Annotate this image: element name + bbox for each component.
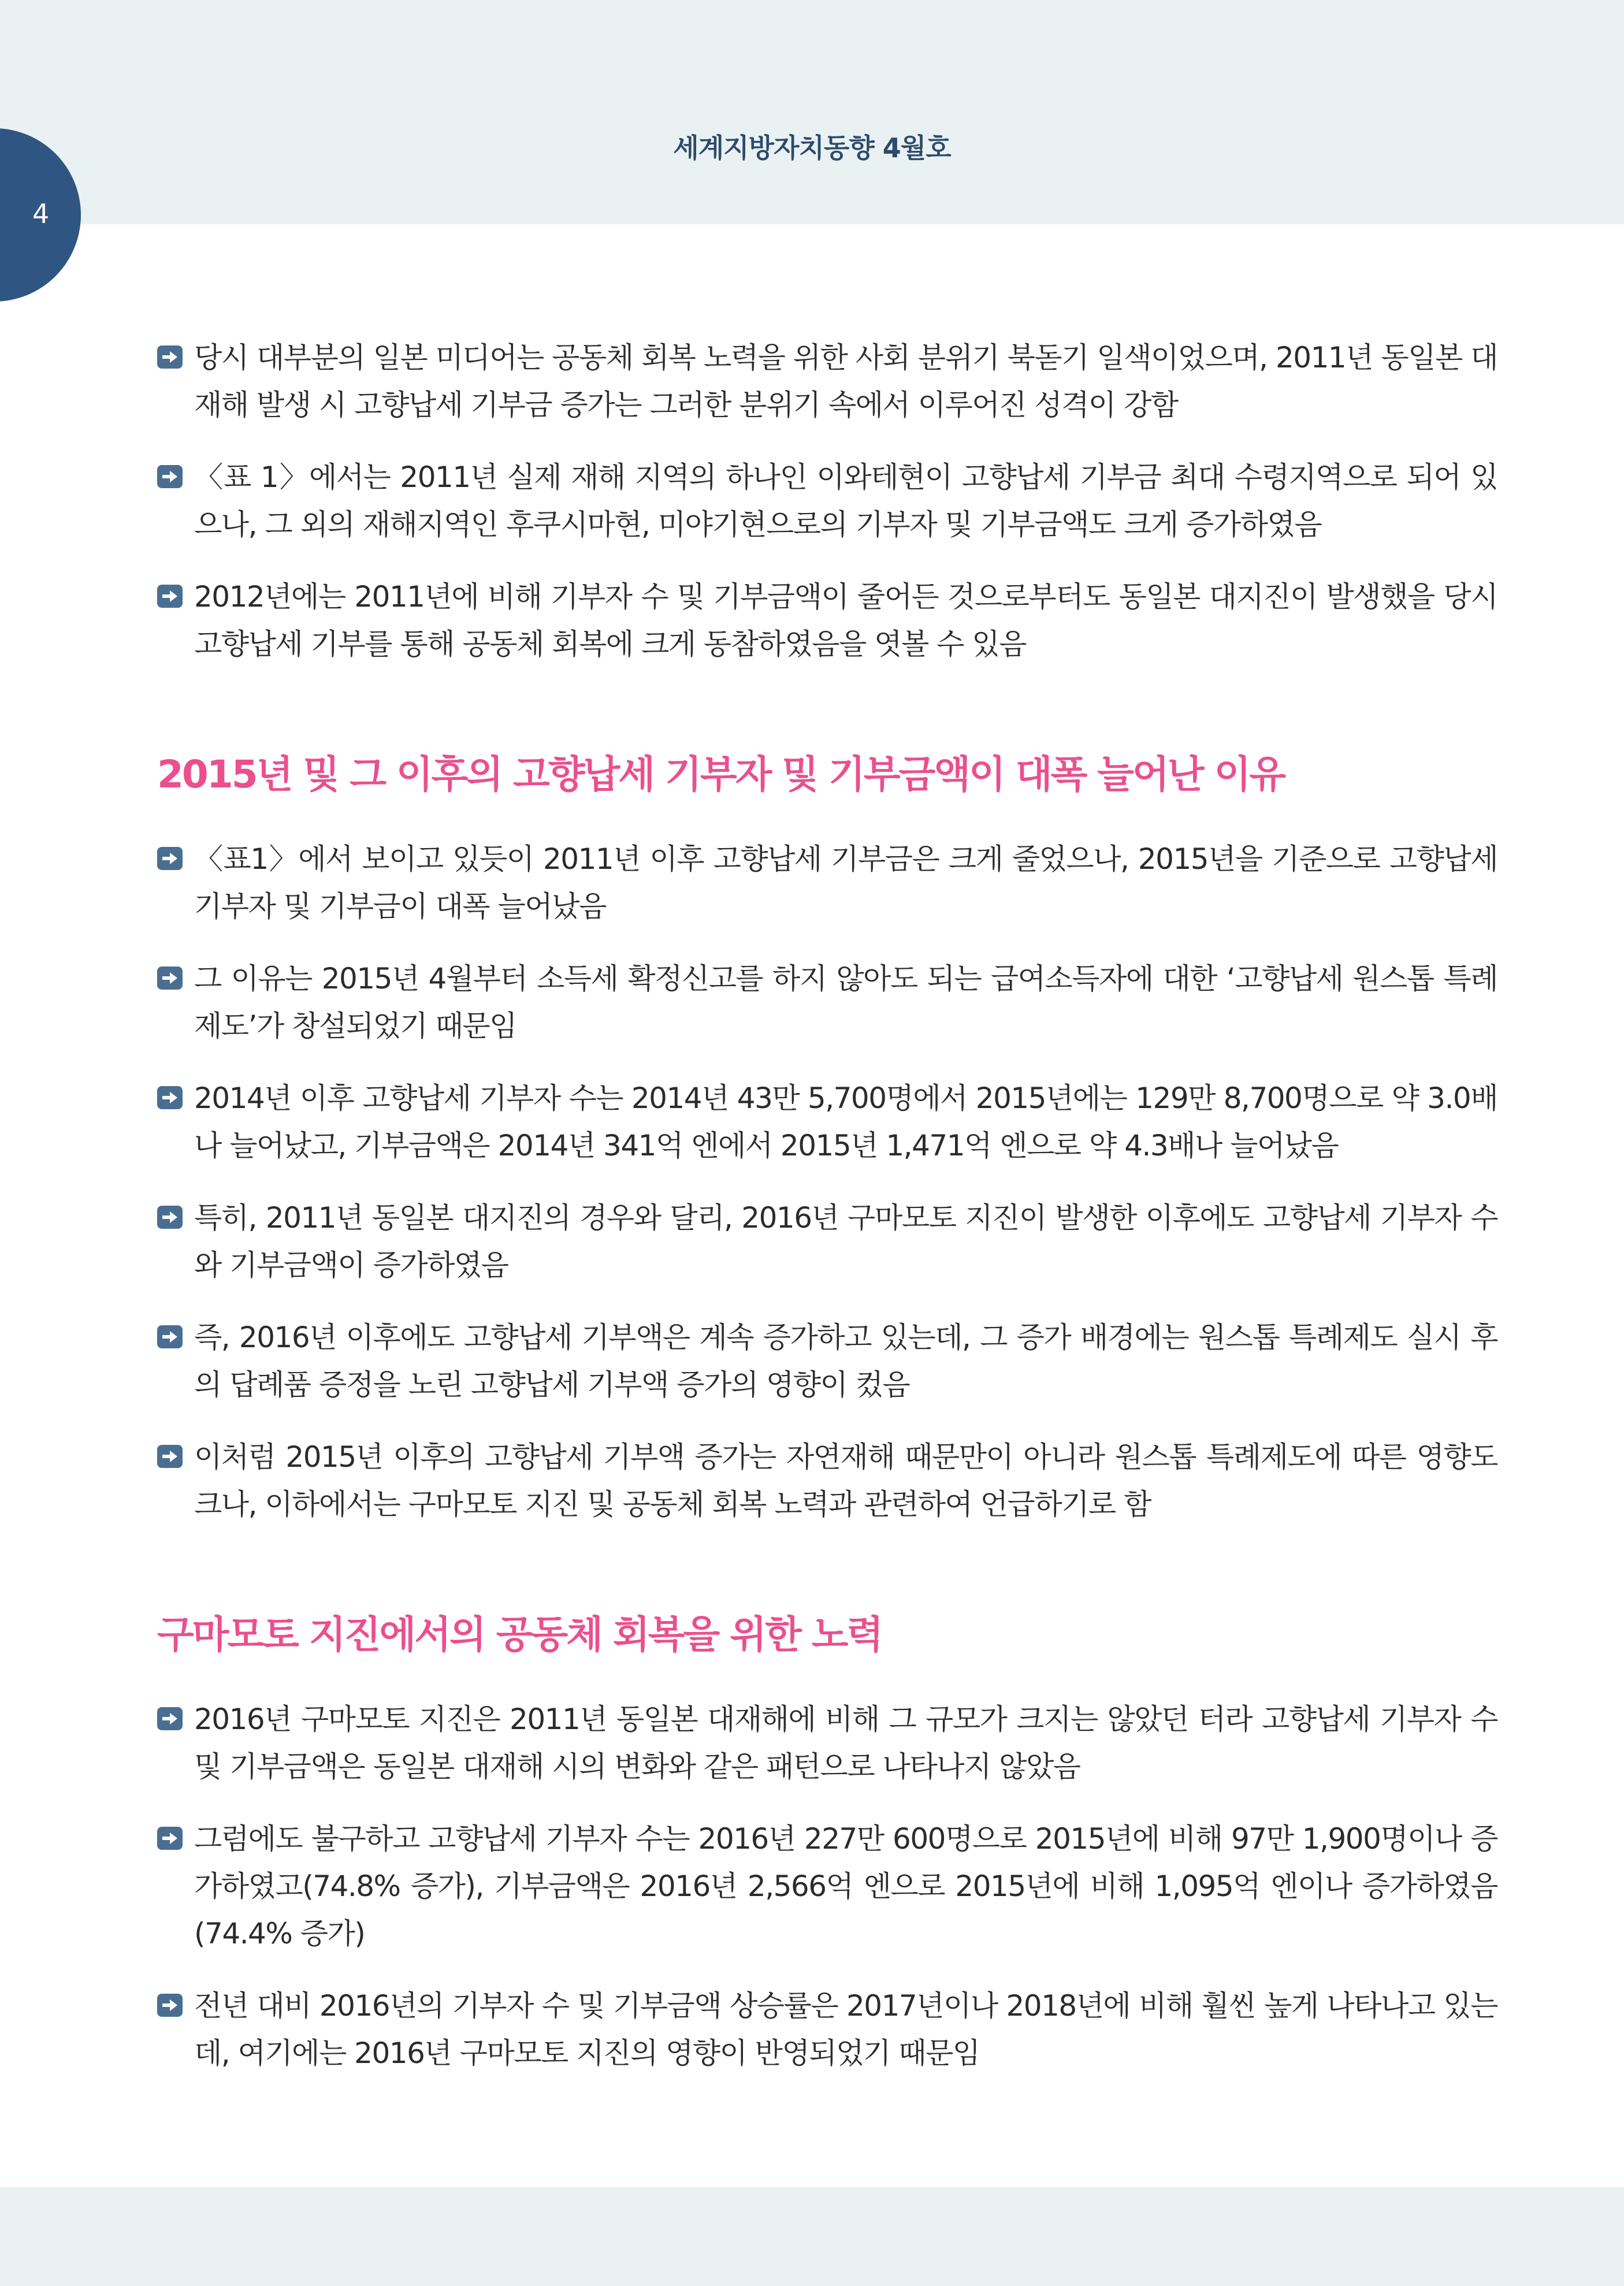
section-heading: 구마모토 지진에서의 공동체 회복을 위한 노력 bbox=[157, 1612, 882, 1657]
list-item bbox=[157, 573, 1497, 668]
bullet-text: 2016년 구마모토 지진은 2011년 동일본 대재해에 비해 그 규모가 크지는 않았던 터라 고향납세 기부자 수 및 기부금액은 동일본 대재해 시의 변화와 같은 패턴으로 나타나지 않았음 bbox=[194, 1703, 1497, 1783]
bullet-text: 당시 대부분의 일본 미디어는 공동체 회복 노력을 위한 사회 분위기 북돋기 일색이었으며, 2011년 동일본 대재해 발생 시 고향납세 기부금 증가는 그러한 분위기 속에서 이루어진 성격이 강함 bbox=[194, 341, 1497, 422]
arrow-right-icon bbox=[157, 1827, 183, 1850]
bullet-text: 〈표1〉에서 보이고 있듯이 2011년 이후 고향납세 기부금은 크게 줄었으나, 2015년을 기준으로 고향납세 기부자 및 기부금이 대폭 늘어났음 bbox=[194, 842, 1497, 923]
section1-bullets bbox=[157, 835, 1497, 1528]
list-item bbox=[157, 334, 1497, 429]
bullet-text: 그럼에도 불구하고 고향납세 기부자 수는 2016년 227만 600명으로 2015년에 비해 97만 1,900명이나 증가하였고(74.8% 증가), 기부금액은 2016년 2,566억 엔으로 2015년에 비해 1,095억 엔이나 증가하였음(74.4% 증가) bbox=[194, 1822, 1497, 1950]
bullet-text: 그 이유는 2015년 4월부터 소득세 확정신고를 하지 않아도 되는 급여소득자에 대한 ‘고향납세 원스톱 특례제도’가 창설되었기 때문임 bbox=[194, 962, 1497, 1043]
arrow-right-icon bbox=[157, 345, 183, 369]
bullet-text: 특히, 2011년 동일본 대지진의 경우와 달리, 2016년 구마모토 지진이 발생한 이후에도 고향납세 기부자 수와 기부금액이 증가하였음 bbox=[194, 1201, 1497, 1282]
bullet-text: 2014년 이후 고향납세 기부자 수는 2014년 43만 5,700명에서 2015년에는 129만 8,700명으로 약 3.0배나 늘어났고, 기부금액은 2014년 341억 엔에서 2015년 1,471억 엔으로 약 4.3배나 늘어났음 bbox=[194, 1081, 1497, 1162]
arrow-right-icon bbox=[157, 585, 183, 608]
list-item bbox=[157, 1433, 1497, 1528]
list-item bbox=[157, 1696, 1497, 1790]
publication-title: 세계지방자치동향 4월호 bbox=[673, 132, 951, 163]
list-item bbox=[157, 1194, 1497, 1289]
document-body bbox=[157, 334, 1497, 2077]
arrow-right-icon bbox=[157, 1206, 183, 1229]
bullet-text: 즉, 2016년 이후에도 고향납세 기부액은 계속 증가하고 있는데, 그 증가 배경에는 원스톱 특례제도 실시 후의 답례품 증정을 노린 고향납세 기부액 증가의 영향이 컸음 bbox=[194, 1321, 1497, 1402]
page-number: 4 bbox=[32, 198, 50, 229]
list-item bbox=[157, 1815, 1497, 1957]
arrow-right-icon bbox=[157, 1086, 183, 1109]
list-item bbox=[157, 835, 1497, 930]
intro-bullets bbox=[157, 334, 1497, 668]
bullet-text: 〈표 1〉에서는 2011년 실제 재해 지역의 하나인 이와테현이 고향납세 기부금 최대 수령지역으로 되어 있으나, 그 외의 재해지역인 후쿠시마현, 미야기현으로의 기부자 및 기부금액도 크게 증가하였음 bbox=[194, 460, 1497, 541]
arrow-right-icon bbox=[157, 1994, 183, 2017]
arrow-right-icon bbox=[157, 847, 183, 870]
bullet-text: 2012년에는 2011년에 비해 기부자 수 및 기부금액이 줄어든 것으로부터도 동일본 대지진이 발생했을 당시 고향납세 기부를 통해 공동체 회복에 크게 동참하였음을 엿볼 수 있음 bbox=[194, 580, 1497, 661]
section-heading: 2015년 및 그 이후의 고향납세 기부자 및 기부금액이 대폭 늘어난 이유 bbox=[157, 752, 1285, 797]
section2-bullets bbox=[157, 1696, 1497, 2077]
arrow-right-icon bbox=[157, 1325, 183, 1348]
bullet-text: 이처럼 2015년 이후의 고향납세 기부액 증가는 자연재해 때문만이 아니라 원스톱 특례제도에 따른 영향도 크나, 이하에서는 구마모토 지진 및 공동체 회복 노력과 관련하여 언급하기로 함 bbox=[194, 1440, 1497, 1521]
arrow-right-icon bbox=[157, 967, 183, 990]
list-item bbox=[157, 1075, 1497, 1169]
arrow-right-icon bbox=[157, 1445, 183, 1468]
arrow-right-icon bbox=[157, 465, 183, 488]
list-item bbox=[157, 955, 1497, 1050]
list-item bbox=[157, 1314, 1497, 1408]
list-item bbox=[157, 454, 1497, 548]
arrow-right-icon bbox=[157, 1707, 183, 1730]
header-band bbox=[0, 0, 1624, 224]
footer-band bbox=[0, 2187, 1624, 2286]
list-item bbox=[157, 1982, 1497, 2077]
bullet-text: 전년 대비 2016년의 기부자 수 및 기부금액 상승률은 2017년이나 2018년에 비해 훨씬 높게 나타나고 있는데, 여기에는 2016년 구마모토 지진의 영향이 반영되었기 때문임 bbox=[194, 1989, 1497, 2070]
